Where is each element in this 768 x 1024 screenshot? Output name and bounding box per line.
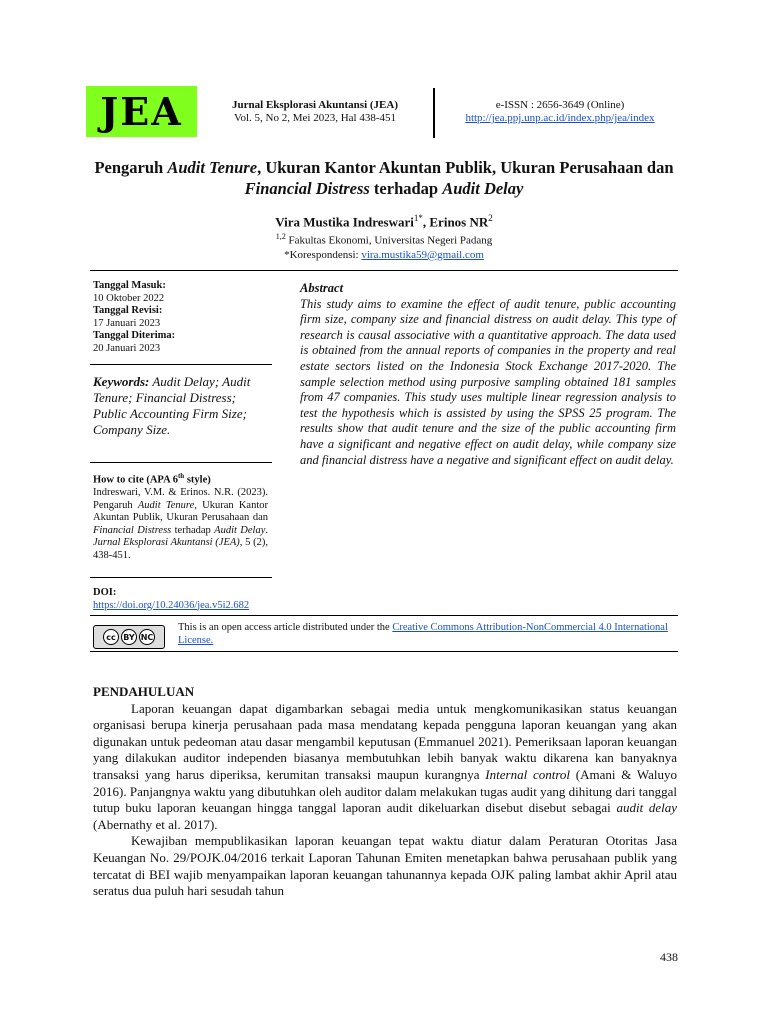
article-title	[90, 157, 678, 199]
cite-label: How to cite (APA 6	[93, 474, 178, 486]
cite-text: , Ukuran Kantor Akuntan Publik, Ukuran Perusahaan dan	[93, 499, 268, 523]
keywords	[93, 374, 268, 438]
cite-label-end: style)	[184, 474, 211, 486]
affiliations	[90, 230, 678, 262]
header-divider	[433, 88, 435, 138]
paragraph: Kewajiban mempublikasikan laporan keuangan tepat waktu diatur dalam Peraturan Otoritas Jasa Keuangan No. 29/POJK.04/2016 terkait Laporan Tahunan Emiten menetapkan bahwa perusahaan publik yang tercatat di BEI wajib menyampaikan laporan keuangan tahunannya kepada OJK paling lambat akhir April atau seratus dua puluh hari sesudah tahun	[93, 833, 677, 899]
license-intro: This is an open access article distributed under the	[178, 622, 393, 633]
paragraph-text: (Amani & Waluyo 2016). Panjangnya waktu yang dibutuhkan oleh auditor dalam melakukan tugas audit yang dihitung dari tanggal tutup buku laporan keuangan hingga tanggal laporan audit dikeluarkan disebut disebut sebagai	[93, 766, 677, 816]
revised-label: Tanggal Revisi:	[93, 305, 163, 316]
paragraph-italic: Internal control	[485, 766, 571, 782]
how-to-cite	[93, 470, 268, 562]
received-date: 10 Oktober 2022	[93, 292, 165, 304]
cite-italic: Financial Distress	[93, 524, 172, 536]
keywords-text: Audit Delay; Audit Tenure; Financial Distress; Public Accounting Firm Size; Company Size.	[93, 374, 251, 437]
journal-url-link[interactable]: http://jea.ppj.unp.ac.id/index.php/jea/index	[465, 112, 655, 124]
article-dates	[93, 280, 268, 355]
correspondence-email-link[interactable]: vira.mustika59@gmail.com	[361, 248, 484, 261]
title-italic: Audit Tenure	[167, 158, 258, 177]
cite-italic: Audit Tenure	[137, 499, 195, 511]
abstract-text: This study aims to examine the effect of audit tenure, public accounting firm size, company size and financial distress on audit delay. This type of research is causal associative with a quantitative approach. The data used is obtained from the annual reports of companies in the property and real estate sectors listed on the Indonesia Stock Exchange 2017-2020. The sample selection method using purposive sampling obtained 181 samples from 47 companies. This study uses multiple linear regression analysis to test the hypothesis which is assisted by using the SPSS 25 program. The results show that audit tenure and the size of the public accounting firm have a significant and negative effect on audit delay, while company size and financial distress have a negative and significant effect on audit delay.	[300, 296, 676, 467]
author-sup: 2	[488, 213, 493, 223]
journal-name: Jurnal Eksplorasi Akuntansi (JEA)	[232, 99, 398, 111]
title-part: terhadap	[369, 179, 443, 198]
cc-icon: cc	[103, 629, 119, 645]
affiliation: Fakultas Ekonomi, Universitas Negeri Padang	[285, 234, 493, 247]
paragraph	[93, 701, 677, 834]
paragraph-text: (Abernathy et al. 2017).	[93, 816, 218, 832]
divider	[90, 462, 272, 463]
doi-block	[93, 587, 268, 612]
cite-label-sup: th	[177, 472, 185, 480]
doi-label: DOI:	[93, 587, 117, 598]
paragraph-text: Laporan keuangan dapat digambarkan sebagai media untuk mengkomunikasikan status keuangan organisasi berupa kinerja perusahaan pada masa mendatang kepada pengguna laporan keuangan yang akan digunakan untuk pedeoman atau dasar mengambil keputusan (Emmanuel 2021). Pemeriksaan laporan keuangan yang dilakukan auditor independen biasanya membutuhkan lebih banyak waktu dikarena kan banyaknya transaksi yang harus diperiksa, kerumitan transaksi maupun kurangnya	[93, 700, 677, 782]
title-part: Pengaruh	[94, 158, 168, 177]
title-part: , Ukuran Kantor Akuntan Publik, Ukuran Perusahaan dan	[257, 158, 674, 177]
title-italic: Financial Distress	[244, 179, 370, 198]
volume-info: Vol. 5, No 2, Mei 2023, Hal 438-451	[233, 112, 397, 124]
divider	[90, 615, 678, 616]
revised-date: 17 Januari 2023	[93, 317, 161, 329]
author-name: Erinos NR	[429, 214, 489, 230]
section-heading: PENDAHULUAN	[93, 684, 195, 699]
accepted-date: 20 Januari 2023	[93, 342, 161, 354]
authors	[90, 213, 678, 230]
by-icon: BY	[121, 629, 137, 645]
journal-logo	[86, 86, 197, 137]
paragraph-italic: audit delay	[616, 800, 677, 816]
title-italic: Audit Delay	[442, 179, 524, 198]
keywords-label: Keywords:	[93, 374, 150, 389]
divider	[90, 364, 272, 365]
cite-text: , 5 (2), 438-451.	[93, 537, 268, 561]
eissn: e-ISSN : 2656-3649 (Online)	[495, 99, 625, 111]
cite-italic: Audit Delay	[214, 524, 266, 536]
correspondence-label: *Korespondensi:	[284, 248, 362, 261]
license-link[interactable]: Creative Commons Attribution-NonCommercial 4.0 International License.	[178, 622, 668, 646]
page-number: 438	[660, 950, 678, 964]
divider	[90, 577, 272, 578]
cc-license-badge[interactable]	[93, 625, 165, 649]
cite-text: terhadap	[171, 524, 215, 536]
author-name: Vira Mustika Indreswari	[275, 214, 414, 230]
logo-text: JEA	[100, 89, 183, 134]
cite-text: .	[265, 524, 268, 536]
divider	[90, 651, 678, 652]
author-sup: 1*	[413, 213, 423, 223]
abstract-heading: Abstract	[300, 281, 344, 295]
aff-sup: 1,2	[275, 232, 286, 241]
journal-info	[205, 99, 425, 125]
divider	[90, 270, 678, 271]
received-label: Tanggal Masuk:	[93, 280, 166, 291]
abstract	[300, 281, 676, 468]
license-text	[178, 621, 678, 647]
author-sep: ,	[422, 214, 430, 230]
introduction-section	[93, 684, 677, 900]
journal-issn-block	[440, 99, 680, 125]
cite-text: Indreswari, V.M. & Erinos. N.R. (2023). Pengaruh	[93, 487, 268, 511]
cite-italic: Jurnal Eksplorasi Akuntansi (JEA)	[93, 537, 240, 548]
doi-link[interactable]: https://doi.org/10.24036/jea.v5i2.682	[93, 599, 250, 611]
accepted-label: Tanggal Diterima:	[93, 330, 176, 341]
nc-icon: NC	[139, 629, 155, 645]
